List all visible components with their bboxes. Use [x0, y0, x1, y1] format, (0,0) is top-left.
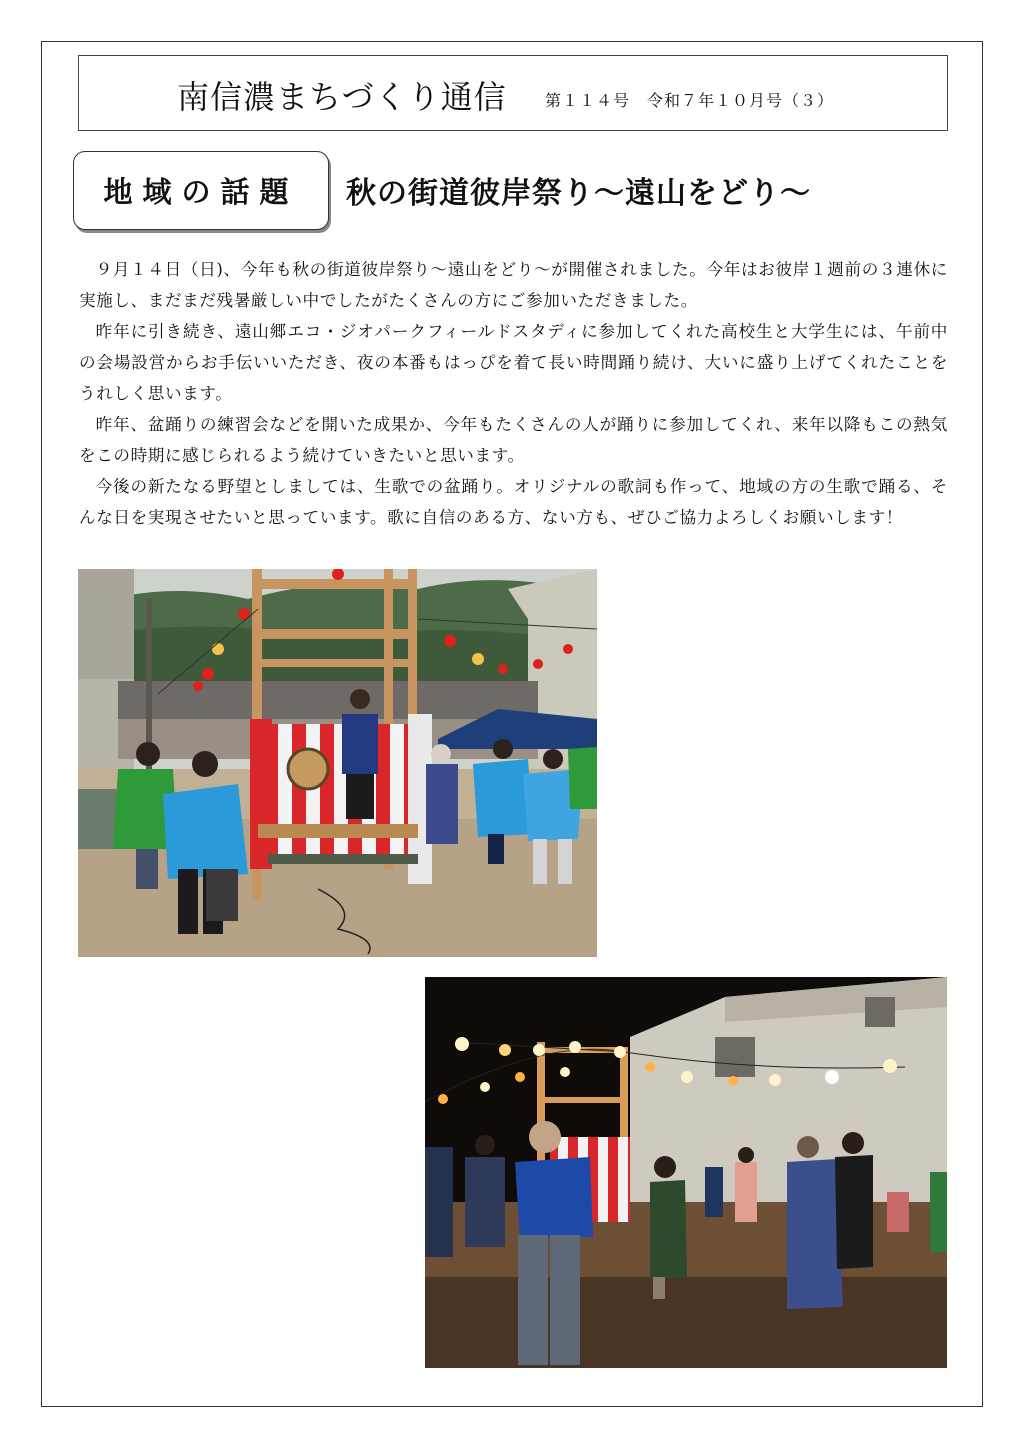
night-dance-photo — [425, 977, 947, 1368]
article-paragraph: 昨年に引き続き、遠山郷エコ・ジオパークフィールドスタディに参加してくれた高校生と大学生には、午前中の会場設営からお手伝いいただき、夜の本番もはっぴを着て長い時間踊り続け、大いに盛り上げてくれたことをうれしく思います。 — [79, 322, 948, 403]
topic-tag: 地域の話題 — [73, 151, 329, 230]
daytime-festival-photo — [78, 569, 597, 957]
newsletter-header — [78, 55, 948, 131]
issue-number: 第１１４号 令和７年１０月号（３） — [545, 91, 835, 110]
article-paragraph: 昨年、盆踊りの練習会などを開いた成果か、今年もたくさんの人が踊りに参加してくれ、来年以降もこの熱気をこの時期に感じられるよう続けていきたいと思います。 — [79, 415, 948, 465]
newsletter-title: 南信濃まちづくり通信 — [177, 78, 507, 116]
article-body — [79, 254, 948, 533]
article-paragraph: ９月１４日（日)、今年も秋の街道彼岸祭り～遠山をどり～が開催されました。今年はお彼岸１週前の３連休に実施し、まだまだ残暑厳しい中でしたがたくさんの方にご参加いただきました。 — [79, 260, 948, 310]
article-title: 秋の街道彼岸祭り～遠山をどり～ — [346, 176, 811, 211]
article-paragraph: 今後の新たなる野望としましては、生歌での盆踊り。オリジナルの歌詞も作って、地域の方の生歌で踊る、そんな日を実現させたいと思っています。歌に自信のある方、ない方も、ぜひご協力よろしくお願いします！ — [79, 477, 948, 527]
